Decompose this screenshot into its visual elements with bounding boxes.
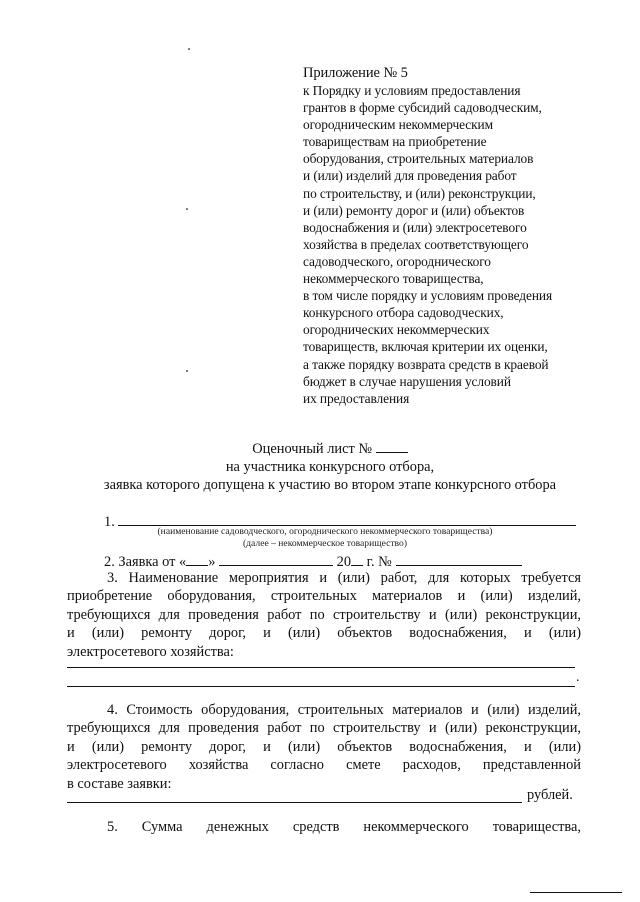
appendix-title: Приложение № 5 bbox=[303, 65, 408, 81]
appendix-header bbox=[303, 64, 623, 407]
appendix-line: товариществам на приобретение bbox=[303, 134, 487, 150]
item-4-line: электросетевого хозяйства согласно смете расходов, представленной bbox=[67, 757, 581, 774]
item-4-cost-field[interactable] bbox=[67, 802, 522, 803]
appendix-line: грантов в форме субсидий садоводческим, bbox=[303, 100, 542, 116]
item-3-line: требующихся для проведения работ по строительству и (или) реконструкции, bbox=[67, 606, 581, 623]
item-3-line: электросетевого хозяйства: bbox=[67, 643, 234, 660]
item-2-number-label: г. № bbox=[366, 554, 392, 570]
appendix-line: товариществ, включая критерии их оценки, bbox=[303, 339, 548, 355]
item-4-line: в составе заявки: bbox=[67, 775, 172, 792]
appendix-line: огородническим некоммерческим bbox=[303, 117, 493, 133]
item-3-answer-line-1[interactable] bbox=[67, 667, 575, 668]
appendix-line: садоводческого, огороднического bbox=[303, 253, 491, 269]
item-1-number: 1. bbox=[104, 514, 115, 530]
item-4 bbox=[67, 701, 581, 793]
title-text: Оценочный лист № bbox=[252, 441, 373, 457]
item-3-answer-line-2[interactable] bbox=[67, 686, 575, 687]
scan-speck bbox=[186, 208, 188, 210]
appendix-line: огороднических некоммерческих bbox=[303, 322, 490, 338]
item-3-end-mark: . bbox=[576, 670, 580, 685]
item-2-year-prefix: 20 bbox=[336, 554, 352, 570]
item-4-currency: рублей. bbox=[527, 787, 573, 803]
appendix-line: и (или) ремонту дорог и (или) объектов bbox=[303, 202, 525, 218]
appendix-line: оборудования, строительных материалов bbox=[303, 151, 534, 167]
item-3-line: приобретение оборудования, строительных материалов и (или) изделий, bbox=[67, 588, 581, 605]
evaluation-sheet-title bbox=[60, 439, 600, 494]
item-1-caption-2: (далее – некоммерческое товарищество) bbox=[242, 538, 408, 549]
item-2-label: 2. Заявка от « bbox=[104, 554, 187, 570]
partnership-name-field[interactable] bbox=[118, 511, 576, 526]
item-5 bbox=[67, 818, 581, 836]
item-2-quote: » bbox=[208, 554, 216, 570]
application-day-field[interactable] bbox=[186, 551, 208, 566]
application-month-field[interactable] bbox=[219, 551, 333, 566]
scan-speck bbox=[188, 48, 190, 50]
appendix-line: к Порядку и условиям предоставления bbox=[303, 83, 521, 98]
scan-speck bbox=[186, 370, 188, 372]
appendix-line: и (или) изделий для проведения работ bbox=[303, 168, 517, 184]
application-number-field[interactable] bbox=[396, 551, 522, 566]
title-line-3: заявка которого допущена к участию во втором этапе конкурсного отбора bbox=[103, 477, 557, 493]
appendix-line: водоснабжения и (или) электросетевого bbox=[303, 219, 527, 235]
appendix-line: в том числе порядку и условиям проведения bbox=[303, 288, 553, 304]
item-4-line: требующихся для проведения работ по строительству и (или) реконструкции, bbox=[67, 720, 581, 737]
appendix-line: их предоставления bbox=[303, 390, 410, 406]
item-5-line: 5. Сумма денежных средств некоммерческого товарищества, bbox=[107, 819, 581, 835]
item-4-line: 4. Стоимость оборудования, строительных материалов и (или) изделий, bbox=[107, 702, 581, 718]
title-line-2: на участника конкурсного отбора, bbox=[225, 459, 435, 475]
appendix-line: бюджет в случае нарушения условий bbox=[303, 373, 511, 389]
appendix-line: по строительству, и (или) реконструкции, bbox=[303, 185, 536, 201]
item-3-line: и (или) ремонту дорог, и (или) объектов водоснабжения, и (или) bbox=[67, 625, 581, 642]
item-1-caption-1: (наименование садоводческого, огороднического некоммерческого товарищества) bbox=[157, 526, 493, 537]
title-line-1 bbox=[60, 439, 600, 458]
footnote-separator bbox=[530, 892, 622, 893]
item-4-line: и (или) ремонту дорог, и (или) объектов водоснабжения, и (или) bbox=[67, 738, 581, 755]
item-3 bbox=[67, 569, 581, 661]
item-2 bbox=[104, 551, 522, 571]
appendix-line: конкурсного отбора садоводческих, bbox=[303, 305, 504, 321]
application-year-field[interactable] bbox=[351, 551, 363, 566]
appendix-line: некоммерческого товарищества, bbox=[303, 271, 484, 287]
item-3-line: 3. Наименование мероприятия и (или) работ, для которых требуется bbox=[107, 570, 581, 586]
appendix-line: хозяйства в пределах соответствующего bbox=[303, 236, 529, 252]
appendix-line: а также порядку возврата средств в краевой bbox=[303, 356, 549, 372]
sheet-number-blank[interactable] bbox=[376, 439, 408, 453]
